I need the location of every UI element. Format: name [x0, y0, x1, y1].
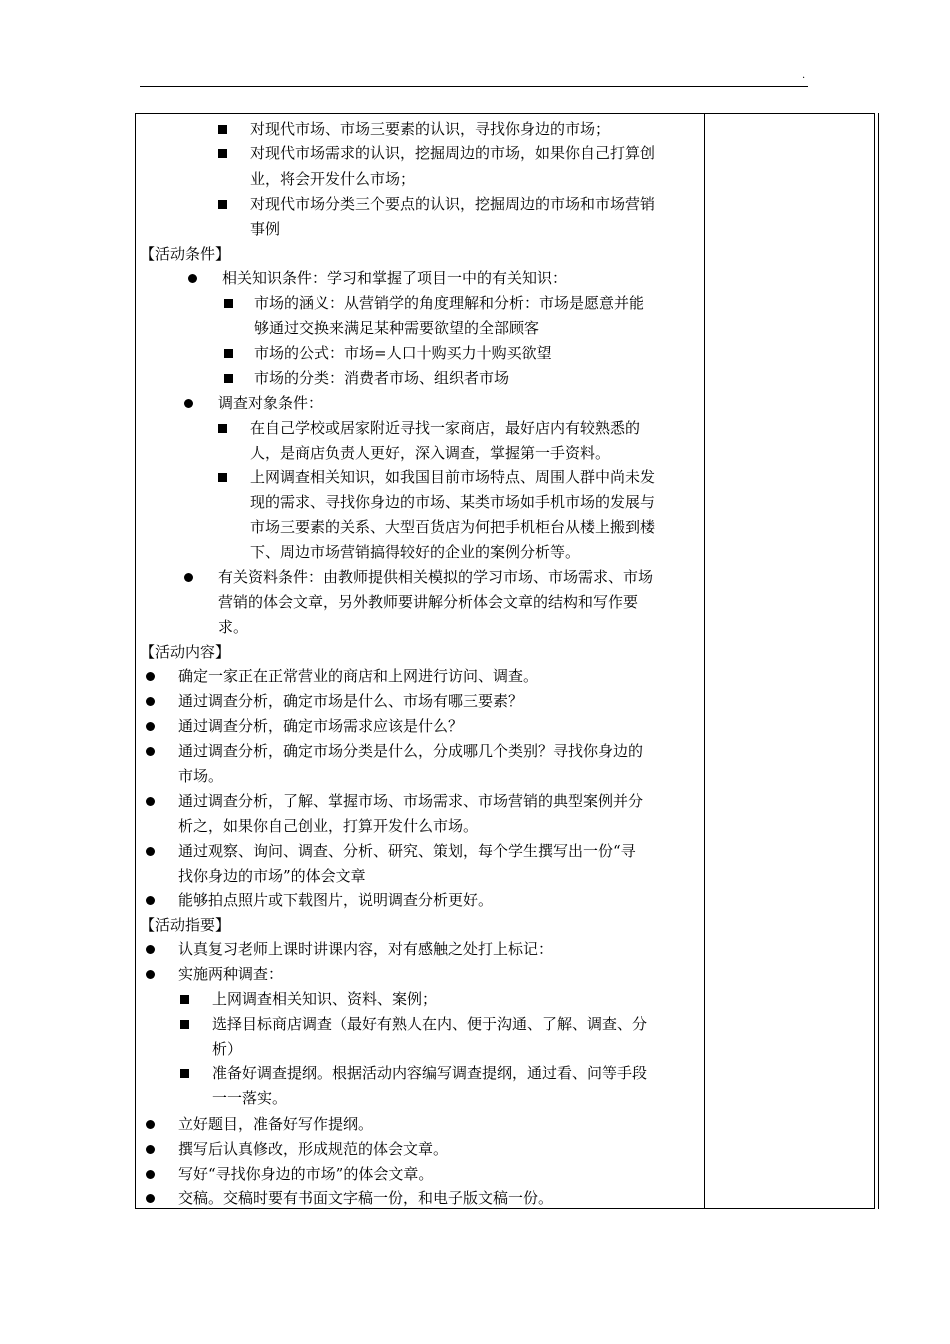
guide-tail-item-1: 立好题目，准备好写作提纲。 — [178, 1115, 374, 1133]
circle-bullet-icon — [146, 970, 155, 979]
section-heading-guide: 【活动指要】 — [140, 916, 231, 934]
content-item-2: 通过调查分析，确定市场是什么、市场有哪三要素？ — [178, 692, 524, 710]
circle-bullet-icon — [184, 399, 193, 408]
content-item-3: 通过调查分析，确定市场需求应该是什么？ — [178, 717, 464, 735]
survey-item-2-line-2: 现的需求、寻找你身边的市场、某类市场如手机市场的发展与 — [250, 493, 656, 511]
guide-sub-item-3-line-1: 准备好调查提纲。根据活动内容编写调查提纲，通过看、问等手段 — [212, 1064, 648, 1082]
materials-line-2: 营销的体会文章，另外教师要讲解分析体会文章的结构和写作要 — [218, 593, 639, 611]
circle-bullet-icon — [146, 672, 155, 681]
content-item-6-line-1: 通过观察、询问、调查、分析、研究、策划，每个学生撰写出一份“寻 — [178, 842, 636, 860]
square-bullet-icon — [218, 149, 227, 158]
circle-bullet-icon — [146, 1194, 155, 1203]
circle-bullet-icon — [146, 1170, 155, 1179]
content-item-1: 确定一家正在正常营业的商店和上网进行访问、调查。 — [178, 667, 539, 685]
guide-tail-item-3: 写好“寻找你身边的市场”的体会文章。 — [178, 1165, 434, 1183]
guide-review: 认真复习老师上课时讲课内容，对有感触之处打上标记： — [178, 940, 554, 958]
knowledge-item-3: 市场的分类：消费者市场、组织者市场 — [254, 369, 510, 387]
content-item-5-line-1: 通过调查分析，了解、掌握市场、市场需求、市场营销的典型案例并分 — [178, 792, 644, 810]
circle-bullet-icon — [146, 1120, 155, 1129]
knowledge-label: 相关知识条件：学习和掌握了项目一中的有关知识： — [222, 269, 568, 287]
materials-line-1: 有关资料条件：由教师提供相关模拟的学习市场、市场需求、市场 — [218, 568, 654, 586]
content-item-4-line-2: 市场。 — [178, 767, 224, 785]
circle-bullet-icon — [146, 1145, 155, 1154]
circle-bullet-icon — [146, 945, 155, 954]
intro-item-3-line-2: 事例 — [250, 220, 281, 238]
square-bullet-icon — [180, 1020, 189, 1029]
circle-bullet-icon — [146, 797, 155, 806]
activity-table — [135, 113, 875, 1209]
circle-bullet-icon — [146, 722, 155, 731]
circle-bullet-icon — [184, 573, 193, 582]
guide-tail-item-2: 撰写后认真修改，形成规范的体会文章。 — [178, 1140, 449, 1158]
square-bullet-icon — [224, 349, 233, 358]
survey-item-1-line-1: 在自己学校或居家附近寻找一家商店，最好店内有较熟悉的 — [250, 419, 641, 437]
square-bullet-icon — [218, 200, 227, 209]
square-bullet-icon — [224, 299, 233, 308]
content-item-5-line-2: 析之，如果你自己创业，打算开发什么市场。 — [178, 817, 479, 835]
content-item-6-line-2: 找你身边的市场”的体会文章 — [178, 867, 366, 885]
knowledge-item-1-line-2: 够通过交换来满足某种需要欲望的全部顾客 — [254, 319, 540, 337]
guide-sub-item-2-line-2: 析） — [212, 1040, 243, 1058]
circle-bullet-icon — [146, 697, 155, 706]
intro-item-1: 对现代市场、市场三要素的认识，寻找你身边的市场； — [250, 120, 611, 138]
knowledge-item-1-line-1: 市场的涵义：从营销学的角度理解和分析：市场是愿意并能 — [254, 294, 645, 312]
content-item-7: 能够拍点照片或下载图片，说明调查分析更好。 — [178, 891, 494, 909]
guide-tail-item-4: 交稿。交稿时要有书面文字稿一份，和电子版文稿一份。 — [178, 1189, 554, 1207]
square-bullet-icon — [218, 473, 227, 482]
circle-bullet-icon — [146, 747, 155, 756]
header-mark: . — [802, 70, 806, 81]
guide-sub-item-1: 上网调查相关知识、资料、案例； — [212, 990, 438, 1008]
circle-bullet-icon — [146, 896, 155, 905]
square-bullet-icon — [218, 424, 227, 433]
section-heading-content: 【活动内容】 — [140, 643, 231, 661]
intro-item-2-line-2: 业，将会开发什么市场； — [250, 170, 416, 188]
square-bullet-icon — [218, 125, 227, 134]
header-rule — [140, 86, 808, 87]
guide-sub-item-2-line-1: 选择目标商店调查（最好有熟人在内、便于沟通、了解、调查、分 — [212, 1015, 648, 1033]
square-bullet-icon — [180, 995, 189, 1004]
guide-sub-item-3-line-2: 一一落实。 — [212, 1089, 288, 1107]
guide-two-surveys: 实施两种调查： — [178, 965, 284, 983]
content-item-4-line-1: 通过调查分析，确定市场分类是什么，分成哪几个类别？寻找你身边的 — [178, 742, 644, 760]
intro-item-3-line-1: 对现代市场分类三个要点的认识，挖掘周边的市场和市场营销 — [250, 195, 656, 213]
circle-bullet-icon — [188, 274, 197, 283]
intro-item-2-line-1: 对现代市场需求的认识，挖掘周边的市场，如果你自己打算创 — [250, 144, 656, 162]
survey-label: 调查对象条件： — [218, 394, 324, 412]
survey-item-2-line-3: 市场三要素的关系、大型百货店为何把手机柜台从楼上搬到楼 — [250, 518, 656, 536]
table-outer-border — [878, 113, 879, 1209]
survey-item-2-line-1: 上网调查相关知识，如我国目前市场特点、周围人群中尚未发 — [250, 468, 656, 486]
section-heading-conditions: 【活动条件】 — [140, 245, 231, 263]
survey-item-1-line-2: 人，是商店负责人更好，深入调查，掌握第一手资料。 — [250, 444, 611, 462]
materials-line-3: 求。 — [218, 618, 249, 636]
square-bullet-icon — [224, 374, 233, 383]
circle-bullet-icon — [146, 847, 155, 856]
table-column-divider — [704, 114, 705, 1208]
square-bullet-icon — [180, 1069, 189, 1078]
knowledge-item-2: 市场的公式：市场=人口十购买力十购买欲望 — [254, 344, 552, 362]
survey-item-2-line-4: 下、周边市场营销搞得较好的企业的案例分析等。 — [250, 543, 581, 561]
